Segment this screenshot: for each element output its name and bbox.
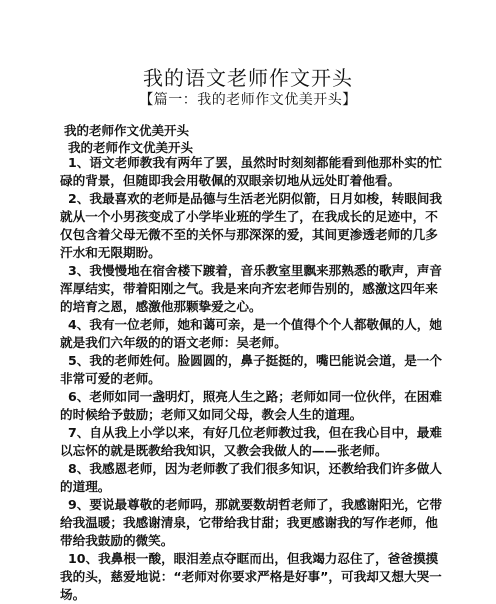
paragraph-3: 3、我慢慢地在宿舍楼下踱着，音乐教室里飘来那熟悉的歌声，声音浑厚结实，带着阳刚之气。我是来向齐宏老师告别的，感激这四年来的培育之恩，感激他那颗挚爱之心。	[60, 263, 442, 314]
document-title: 我的语文老师作文开头	[143, 66, 353, 90]
section-subheading: 我的老师作文优美开头	[68, 140, 194, 155]
paragraph-10: 10、我鼻根一酸，眼泪差点夺眶而出，但我竭力忍住了，爸爸摸摸我的头，慈爱地说：“老师对你要求严格是好事”，可我却又想大哭一场。	[60, 551, 442, 602]
paragraph-5: 5、我的老师姓何。脸圆圆的，鼻子挺挺的，嘴巴能说会道，是一个非常可爱的老师。	[60, 353, 442, 386]
section-heading: 我的老师作文优美开头	[64, 123, 190, 138]
document-subtitle: 【篇一：我的老师作文优美开头】	[139, 92, 357, 108]
paragraph-9: 9、要说最尊敬的老师吗，那就要数胡哲老师了，我感谢阳光，它带给我温暖；我感谢清泉，它带给我甘甜；我更感谢我的写作老师，他带给我鼓励的微笑。	[60, 497, 442, 548]
paragraph-8: 8、我感恩老师，因为老师教了我们很多知识，还教给我们许多做人的道理。	[60, 461, 442, 494]
paragraph-2: 2、我最喜欢的老师是品德与生活老光阴似箭，日月如梭，转眼间我就从一个小男孩变成了小学毕业班的学生了，在我成长的足迹中，不仅包含着父母无微不至的关怀与那深深的爱，其间更渗透老师的几多汗水和无限期盼。	[60, 191, 442, 260]
paragraph-7: 7、自从我上小学以来，有好几位老师教过我，但在我心目中，最难以忘怀的就是既教给我知识，又教会我做人的——张老师。	[60, 425, 442, 458]
paragraph-1: 1、语文老师教我有两年了罢，虽然时时刻刻都能看到他那朴实的忙碌的背景，但随即我会用敬佩的双眼亲切地从远处盯着他看。	[60, 155, 442, 188]
paragraph-6: 6、老师如同一盏明灯，照亮人生之路；老师如同一位伙伴，在困难的时候给予鼓励；老师又如同父母，教会人生的道理。	[60, 389, 442, 422]
paragraph-4: 4、我有一位老师，她和蔼可亲，是一个值得个个人都敬佩的人，她就是我们六年级的的语文老师：吴老师。	[60, 317, 442, 350]
